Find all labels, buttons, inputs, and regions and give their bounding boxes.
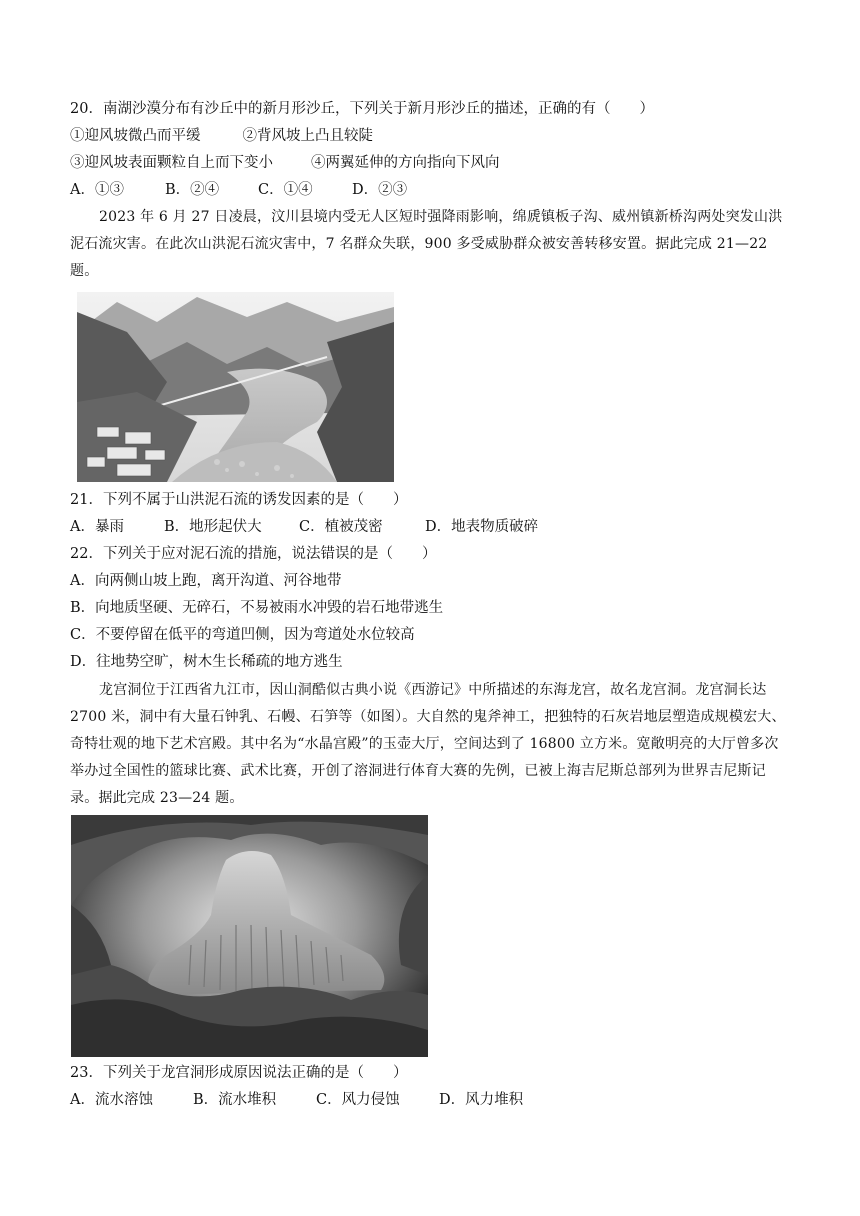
q22-option-c: C．不要停留在低平的弯道凹侧，因为弯道处水位较高: [70, 627, 415, 643]
q23-option-b: B．流水堆积: [193, 1092, 277, 1108]
q20-stem: 20．南湖沙漠分布有沙丘中的新月形沙丘，下列关于新月形沙丘的描述，正确的有（ ）: [70, 101, 654, 117]
q21-stem: 21．下列不属于山洪泥石流的诱发因素的是（ ）: [70, 492, 408, 508]
q22-stem: 22．下列关于应对泥石流的措施，说法错误的是（ ）: [70, 546, 437, 562]
q23-option-d: D．风力堆积: [439, 1092, 524, 1108]
q23-options: [70, 1090, 523, 1110]
q20-statements-row1: [70, 126, 373, 146]
q20-statements-row2: [70, 153, 500, 173]
q21-option-d: D．地表物质破碎: [425, 519, 539, 535]
q20-options: [70, 180, 407, 200]
q20-option-a: A．①③: [70, 182, 124, 198]
karst-cave-photo: [71, 815, 428, 1057]
q20-statement-4: ④两翼延伸的方向指向下风向: [311, 155, 500, 171]
q22-option-a: A．向两侧山坡上跑，离开沟道、河谷地带: [70, 573, 342, 589]
q20-option-d: D．②③: [352, 182, 408, 198]
q20-option-c: C．①④: [258, 182, 313, 198]
q21-option-a: A．暴雨: [70, 519, 124, 535]
q22-option-b: B．向地质坚硬、无碎石，不易被雨水冲毁的岩石地带逃生: [70, 600, 444, 616]
q23-option-c: C．风力侵蚀: [316, 1092, 400, 1108]
mudflow-valley-photo: [77, 292, 394, 482]
q22-option-d: D．往地势空旷，树木生长稀疏的地方逃生: [70, 654, 343, 670]
q21-options: [70, 517, 538, 537]
q20-statement-2: ②背风坡上凸且较陡: [242, 128, 373, 144]
passage-dragon-palace-cave: 龙宫洞位于江西省九江市，因山洞酷似古典小说《西游记》中所描述的东海龙宫，故名龙宫洞。龙宫洞长达 2700 米，洞中有大量石钟乳、石幔、石笋等（如图）。大自然的鬼斧神工，把独特的石灰岩地层塑造成规模宏大、奇特壮观的地下艺术宫殿。其中名为“水晶宫殿”的玉壶大厅，空间达到了 16800 立方米。宽敞明亮的大厅曾多次举办过全国性的篮球比赛、武术比赛，开创了溶洞进行体育大赛的先例，已被上海吉尼斯总部列为世界吉尼斯记录。据此完成 23—24 题。: [70, 682, 786, 806]
q21-option-b: B．地形起伏大: [164, 519, 262, 535]
q20-option-b: B．②④: [165, 182, 220, 198]
q20-statement-3: ③迎风坡表面颗粒自上而下变小: [70, 155, 273, 171]
q23-option-a: A．流水溶蚀: [70, 1092, 153, 1108]
passage-mudflow: 2023 年 6 月 27 日凌晨，汶川县境内受无人区短时强降雨影响，绵虒镇板子沟、威州镇新桥沟两处突发山洪泥石流灾害。在此次山洪泥石流灾害中，7 名群众失联，900 多受威胁群众被安善转移安置。据此完成 21—22 题。: [70, 209, 783, 279]
q20-statement-1: ①迎风坡微凸而平缓: [70, 128, 201, 144]
q23-stem: 23．下列关于龙宫洞形成原因说法正确的是（ ）: [70, 1065, 408, 1081]
q21-option-c: C．植被茂密: [299, 519, 383, 535]
